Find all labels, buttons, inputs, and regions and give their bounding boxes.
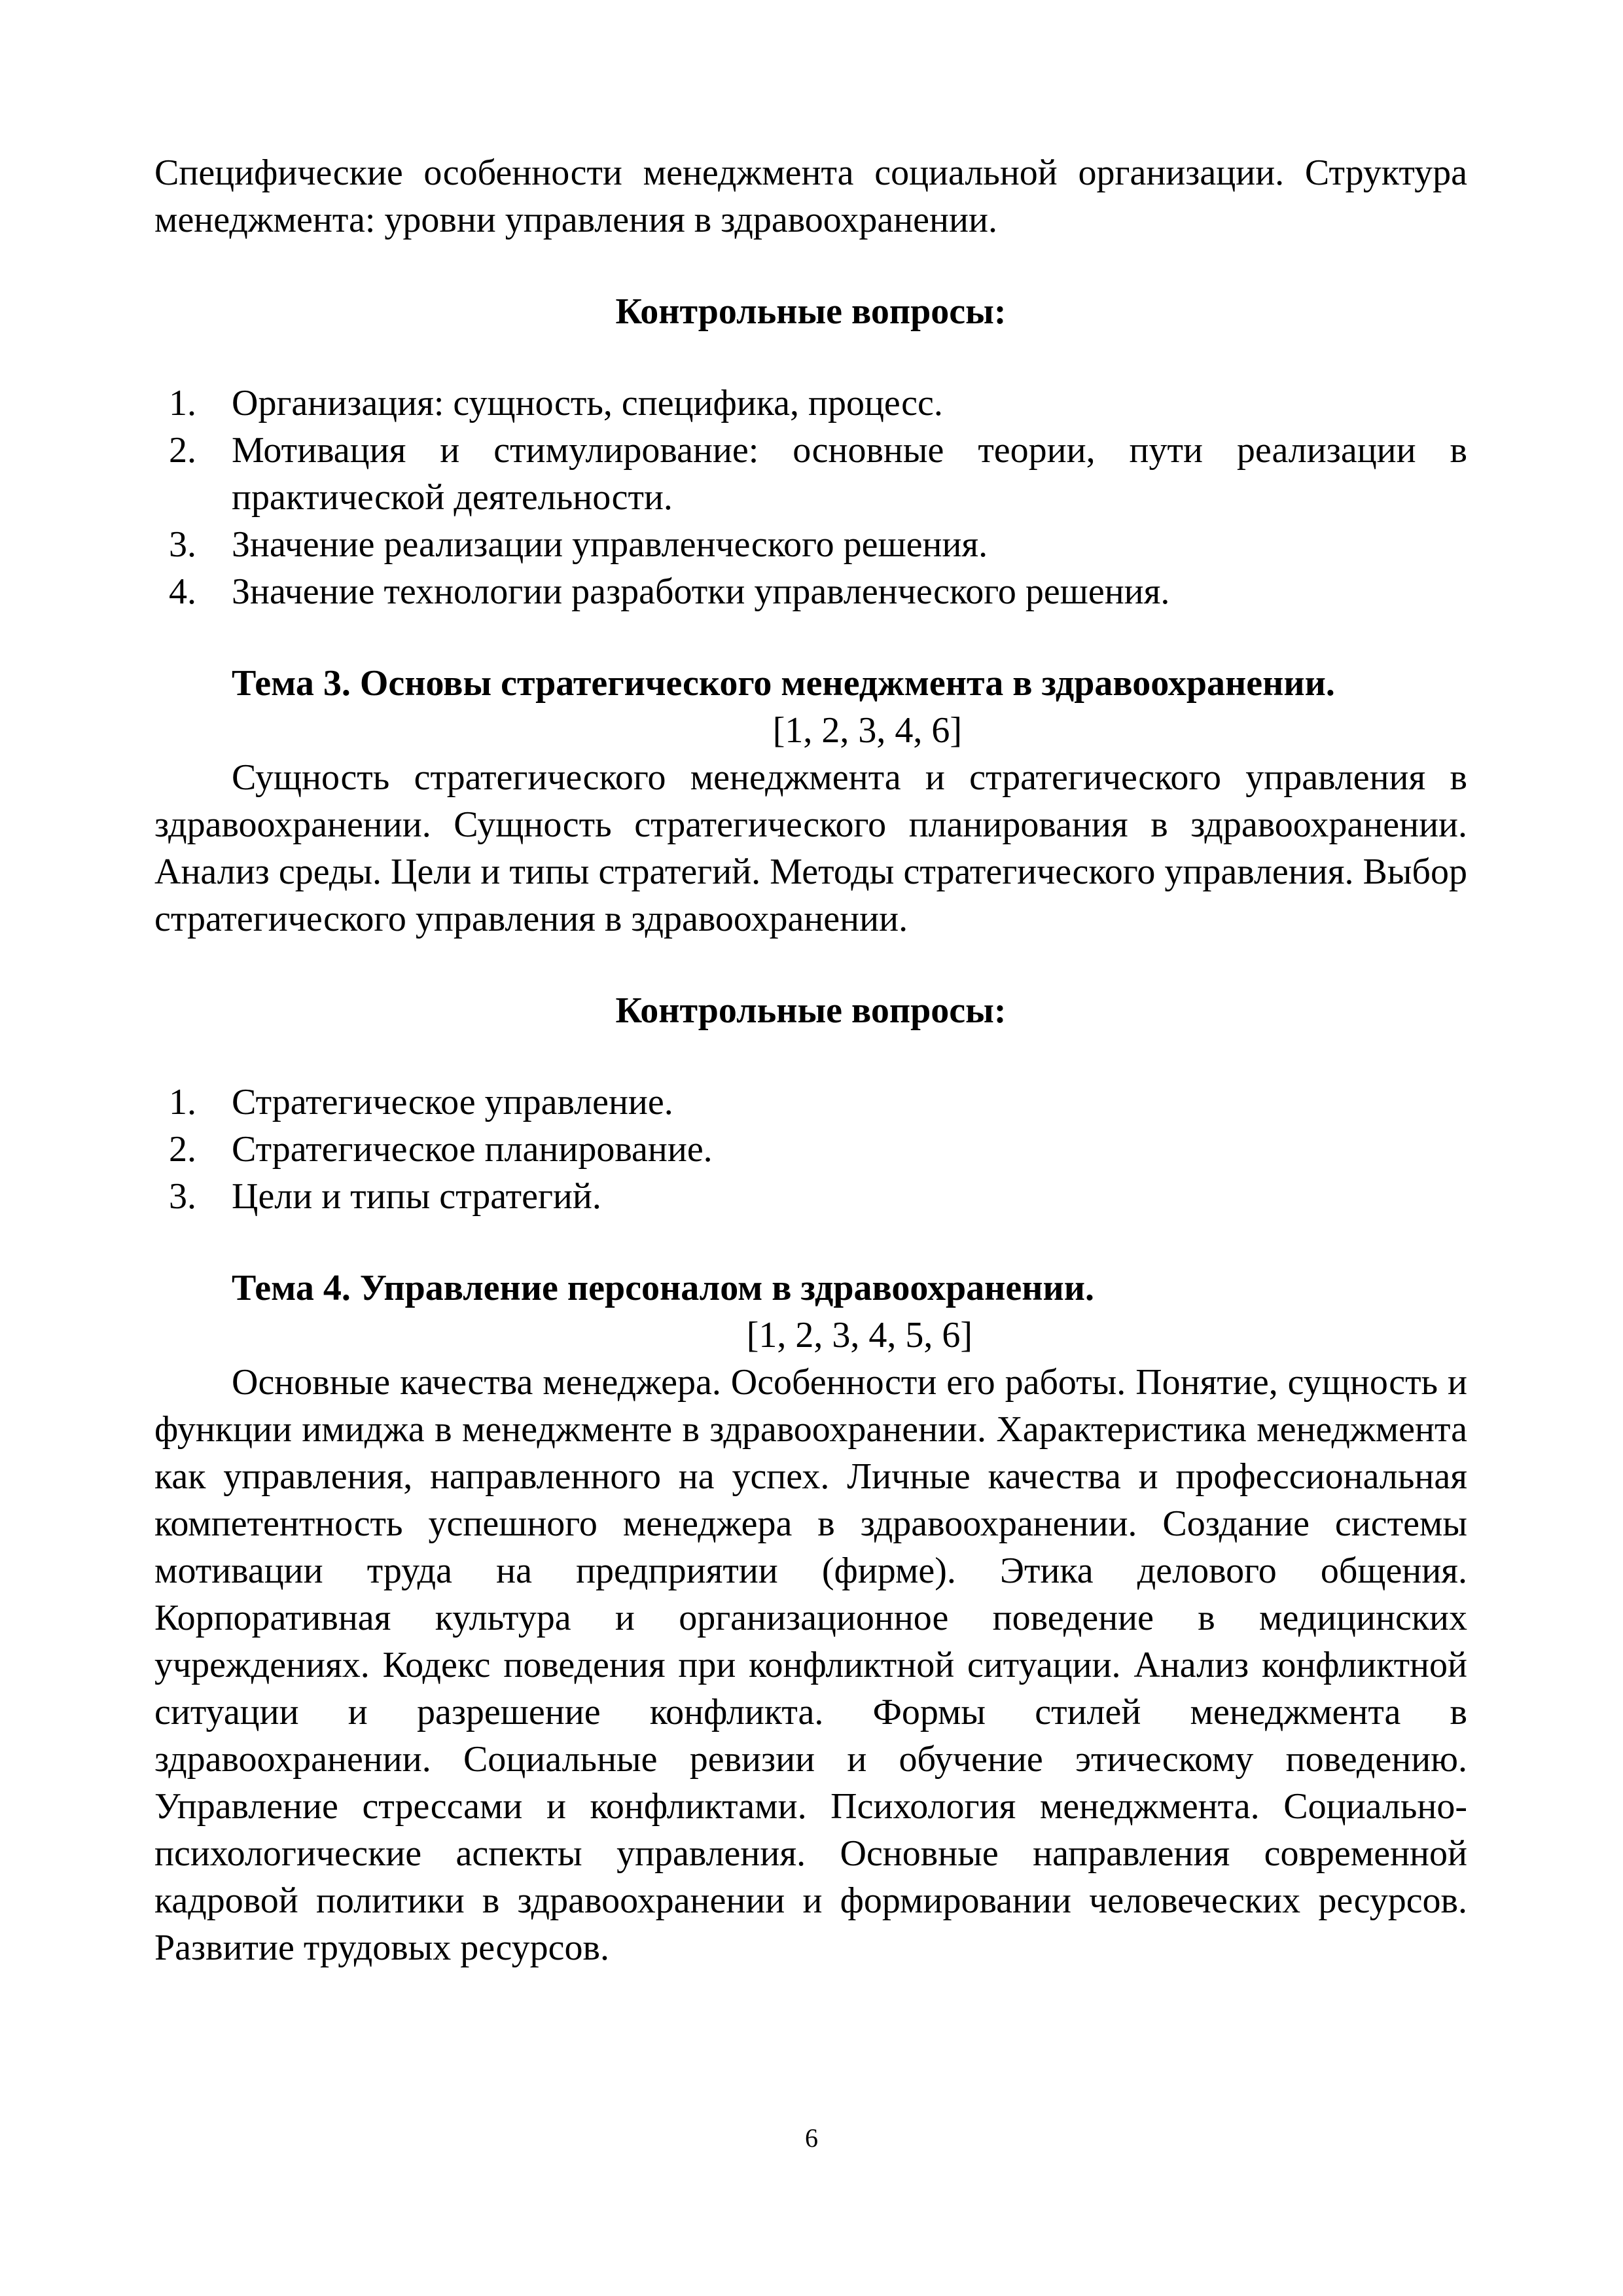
list-item xyxy=(154,380,1467,427)
list-item xyxy=(154,427,1467,521)
list-item xyxy=(154,521,1467,568)
control-questions-heading-1: Контрольные вопросы: xyxy=(615,291,1007,332)
list-item-number: 2. xyxy=(169,430,196,471)
list-item xyxy=(154,1079,1467,1126)
list-item-number: 4. xyxy=(169,571,196,612)
list-item-text: Значение технологии разработки управленческого решения. xyxy=(232,571,1170,612)
control-questions-heading-2: Контрольные вопросы: xyxy=(615,990,1007,1031)
topic-3-title: Тема 3. Основы стратегического менеджмента в здравоохранении. xyxy=(232,663,1335,704)
list-item-text: Цели и типы стратегий. xyxy=(232,1176,601,1217)
list-item-number: 3. xyxy=(169,1176,196,1217)
list-item-text: Стратегическое управление. xyxy=(232,1082,673,1122)
page-number: 6 xyxy=(805,2123,818,2153)
list-item xyxy=(154,1126,1467,1173)
topic-4-references: [1, 2, 3, 4, 5, 6] xyxy=(746,1315,972,1355)
list-item-text: Организация: сущность, специфика, процесс. xyxy=(232,383,943,423)
list-item-number: 2. xyxy=(169,1129,196,1170)
list-item-text: Значение реализации управленческого решения. xyxy=(232,524,988,565)
list-item xyxy=(154,1173,1467,1220)
intro-paragraph: Специфические особенности менеджмента социальной организации. Структура менеджмента: уровни управления в здравоохранении. xyxy=(154,152,1467,240)
topic-3-body: Сущность стратегического менеджмента и стратегического управления в здравоохранении. Сущность стратегического планирования в здравоохранении. Анализ среды. Цели и типы стратегий. Методы стратегического управления. Выбор стратегического управления в здравоохранении. xyxy=(154,757,1467,939)
topic-4-title: Тема 4. Управление персоналом в здравоохранении. xyxy=(232,1268,1095,1308)
list-item xyxy=(154,568,1467,615)
topic-4-body: Основные качества менеджера. Особенности его работы. Понятие, сущность и функции имиджа в менеджменте в здравоохранении. Характеристика менеджмента как управления, направленного на успех. Личные качества и профессиональная компетентность успешного менеджера в здравоохранении. Создание системы мотивации труда на предприятии (фирме). Этика делового общения. Корпоративная культура и организационное поведение в медицинских учреждениях. Кодекс поведения при конфликтной ситуации. Анализ конфликтной ситуации и разрешение конфликта. Формы стилей менеджмента в здравоохранении. Социальные ревизии и обучение этическому поведению. Управление стрессами и конфликтами. Психология менеджмента. Социально-психологические аспекты управления. Основные направления современной кадровой политики в здравоохранении и формировании человеческих ресурсов. Развитие трудовых ресурсов. xyxy=(154,1362,1467,1968)
list-item-text: Стратегическое планирование. xyxy=(232,1129,713,1170)
page-content xyxy=(154,149,1467,1971)
list-item-number: 1. xyxy=(169,1082,196,1122)
question-list-2 xyxy=(154,1079,1467,1220)
question-list-1 xyxy=(154,380,1467,615)
list-item-number: 3. xyxy=(169,524,196,565)
topic-3-references: [1, 2, 3, 4, 6] xyxy=(772,710,962,751)
list-item-text: Мотивация и стимулирование: основные теории, пути реализации в практической деятельности. xyxy=(232,430,1467,518)
list-item-number: 1. xyxy=(169,383,196,423)
